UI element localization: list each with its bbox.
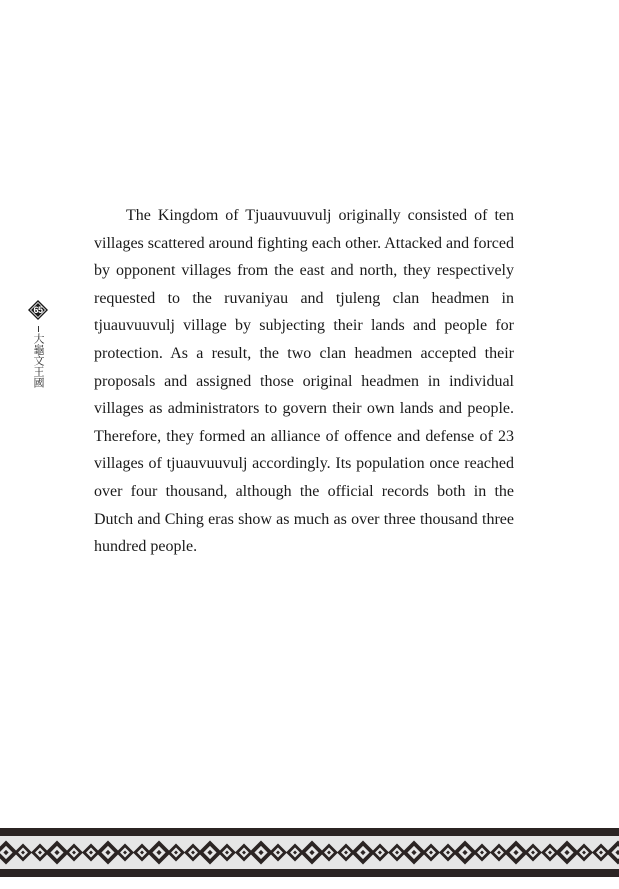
page-number-badge — [28, 300, 48, 320]
footer-decorative-border — [0, 828, 619, 877]
body-paragraph: The Kingdom of Tjuauvuuvulj originally consisted of ten villages scattered around fighting each other. Attacked and forced by opponent villages from the east and north, they respectively requested to the ruvaniyau and tjuleng clan headmen in tjuauvuuvulj village by subjecting their lands and people for protection. As a result, the two clan headmen accepted their proposals and assigned those original headmen in individual villages as administrators to govern their own lands and people. Therefore, they formed an alliance of offence and defense of 23 villages of tjuauvuuvulj accordingly. Its population once reached over four thousand, although the official records both in the Dutch and Ching eras show as much as over three thousand three hundred people. — [94, 207, 514, 556]
side-divider — [38, 326, 39, 332]
diamond-pattern-border — [0, 828, 619, 877]
page-number: 65 — [33, 305, 43, 315]
side-book-title: 大龜文王國 — [32, 333, 45, 388]
